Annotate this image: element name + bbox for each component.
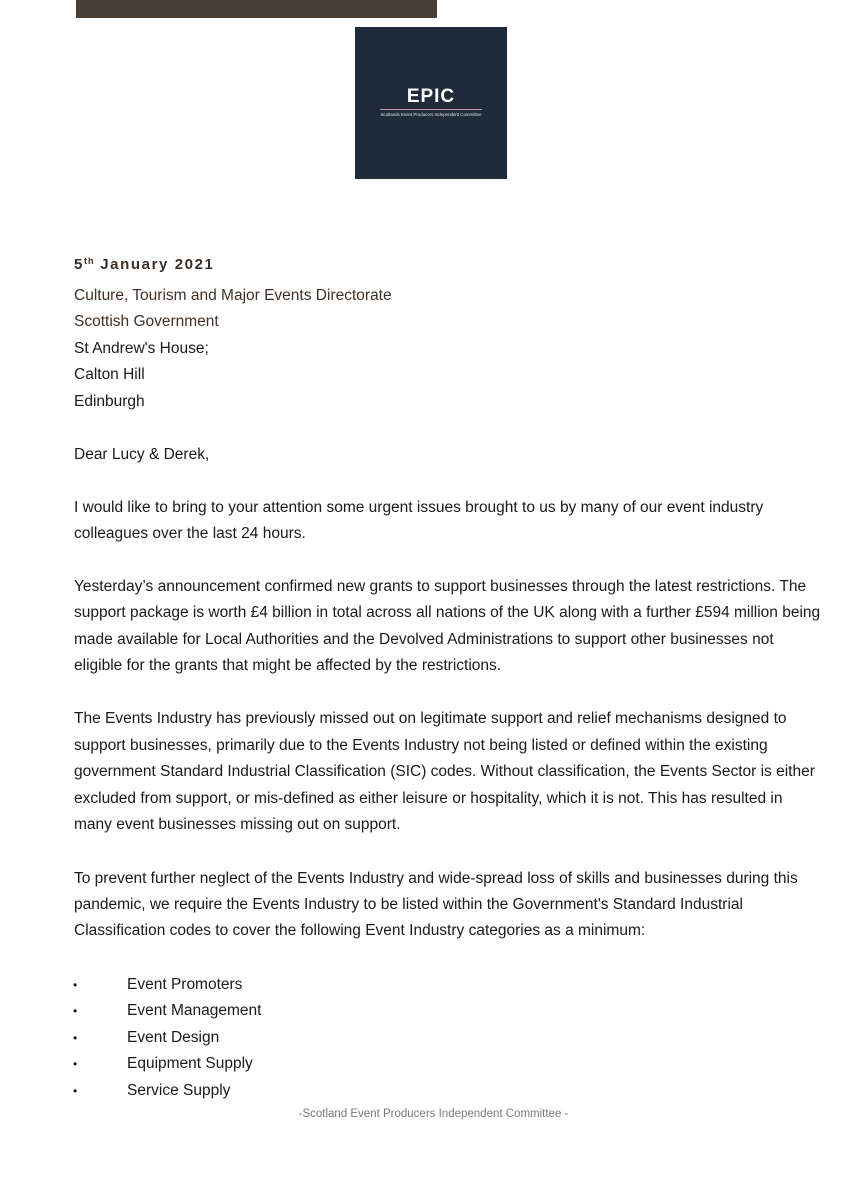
address-line-area: Calton Hill bbox=[74, 366, 145, 383]
paragraph-line: support package is worth £4 billion in total across all nations of the UK along with a further £594 million being bbox=[74, 604, 821, 621]
list-item: Service Supply bbox=[127, 1082, 231, 1099]
paragraph-line: Yesterday’s announcement confirmed new grants to support businesses through the latest restrictions. The bbox=[74, 578, 807, 595]
paragraph-line: The Events Industry has previously missed out on legitimate support and relief mechanisms designed to bbox=[74, 710, 787, 727]
header-bar bbox=[76, 0, 437, 18]
address-line-directorate: Culture, Tourism and Major Events Directorate bbox=[74, 287, 392, 304]
paragraph-line: colleagues over the last 24 hours. bbox=[74, 525, 306, 542]
paragraph-line: support businesses, primarily due to the Events Industry not being listed or defined within the existing bbox=[74, 737, 768, 754]
address-line-building: St Andrew's House; bbox=[74, 340, 209, 357]
list-item: Event Promoters bbox=[127, 976, 243, 993]
date-month-year: January 2021 bbox=[100, 256, 215, 273]
paragraph-line: made available for Local Authorities and the Devolved Administrations to support other businesses not bbox=[74, 631, 774, 648]
letter-date bbox=[74, 251, 215, 275]
list-item: Equipment Supply bbox=[127, 1055, 253, 1072]
logo-divider bbox=[380, 109, 482, 110]
logo-subtitle: Scotlands Event Producers Independent Committee bbox=[380, 112, 482, 117]
list-item: Event Management bbox=[127, 1002, 262, 1019]
date-suffix: th bbox=[83, 256, 95, 266]
paragraph-line: eligible for the grants that might be affected by the restrictions. bbox=[74, 657, 502, 674]
paragraph-line: excluded from support, or mis-defined as either leisure or hospitality, which it is not. This has resulted in bbox=[74, 790, 783, 807]
logo-word: EPIC bbox=[406, 86, 456, 107]
list-item: Event Design bbox=[127, 1029, 220, 1046]
bullet-marker: • bbox=[73, 1057, 78, 1071]
paragraph-line: pandemic, we require the Events Industry to be listed within the Government's Standard Industrial bbox=[74, 896, 743, 913]
paragraph-line: government Standard Industrial Classification (SIC) codes. Without classification, the Events Sector is either bbox=[74, 763, 815, 780]
date-day: 5 bbox=[74, 256, 84, 273]
paragraph-line: To prevent further neglect of the Events Industry and wide-spread loss of skills and businesses during this bbox=[74, 870, 798, 887]
paragraph-line: Classification codes to cover the following Event Industry categories as a minimum: bbox=[74, 922, 646, 939]
paragraph-line: I would like to bring to your attention some urgent issues brought to us by many of our event industry bbox=[74, 499, 764, 516]
bullet-marker: • bbox=[73, 1031, 78, 1045]
epic-logo bbox=[355, 27, 507, 179]
paragraph-line: many event businesses missing out on support. bbox=[74, 816, 401, 833]
bullet-marker: • bbox=[73, 978, 78, 992]
bullet-marker: • bbox=[73, 1084, 78, 1098]
address-line-government: Scottish Government bbox=[74, 313, 219, 330]
salutation: Dear Lucy & Derek, bbox=[74, 446, 210, 463]
address-line-city: Edinburgh bbox=[74, 393, 145, 410]
bullet-marker: • bbox=[73, 1004, 78, 1018]
page-footer: -Scotland Event Producers Independent Committee - bbox=[298, 1108, 569, 1120]
